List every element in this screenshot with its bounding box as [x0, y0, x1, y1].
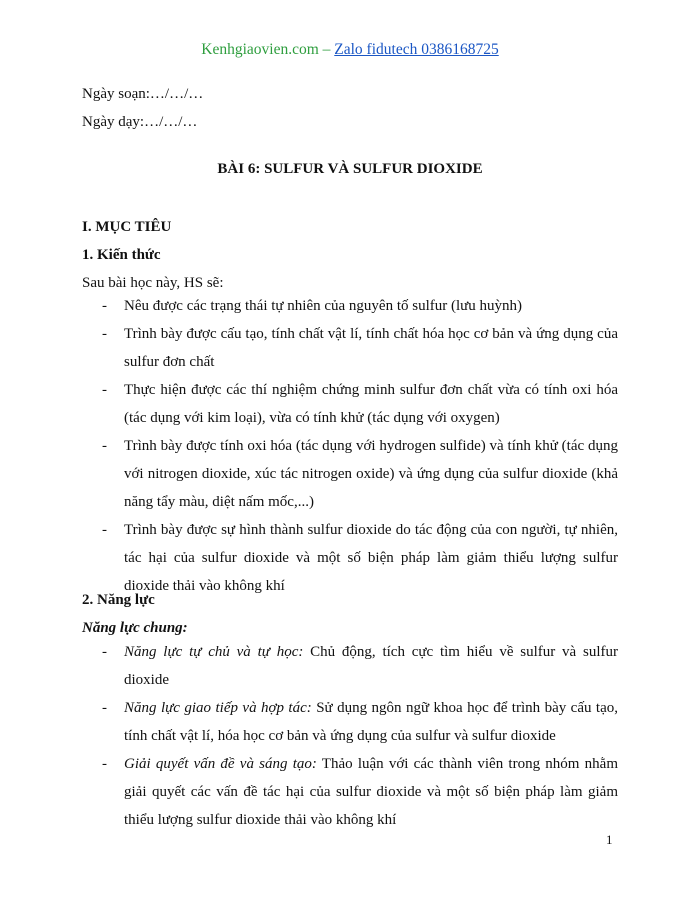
page-number: 1	[606, 832, 613, 847]
dash-bullet: -	[102, 700, 107, 716]
contact-link[interactable]: Zalo fidutech 0386168725	[334, 41, 499, 58]
dash-bullet: -	[102, 644, 107, 660]
subheading-knowledge: 1. Kiến thức	[82, 247, 161, 263]
competency-text: Sử dụng ngôn ngữ khoa học để trình bày cấu tạo, tính chất vật lí, hóa học cơ bản và ứng dụng của sulfur và sulfur dioxide	[124, 700, 618, 744]
section-heading-objectives: I. MỤC TIÊU	[82, 219, 172, 235]
list-item	[82, 320, 618, 376]
preparation-date: Ngày soạn:…/…/…	[82, 86, 204, 102]
competency-list	[82, 638, 618, 834]
competency-text: Chủ động, tích cực tìm hiểu về sulfur và sulfur dioxide	[124, 644, 618, 688]
lesson-title: BÀI 6: SULFUR VÀ SULFUR DIOXIDE	[217, 161, 483, 177]
dash-bullet: -	[102, 298, 107, 314]
teaching-date: Ngày dạy:…/…/…	[82, 114, 198, 130]
header-separator: –	[318, 41, 335, 58]
site-name: Kenhgiaovien.com	[201, 41, 319, 58]
dash-bullet: -	[102, 438, 107, 454]
dash-bullet: -	[102, 326, 107, 342]
list-item	[82, 638, 618, 694]
list-item	[82, 292, 618, 320]
dash-bullet: -	[102, 382, 107, 398]
list-item	[82, 376, 618, 432]
competency-text: Thảo luận với các thành viên trong nhóm nhằm giải quyết các vấn đề tác hại của sulfur dioxide và một số biện pháp làm giảm thiểu lượng sulfur dioxide thải vào không khí	[124, 756, 618, 828]
competency-label: Năng lực tự chủ và tự học:	[124, 644, 304, 660]
knowledge-list	[82, 292, 618, 600]
list-item	[82, 694, 618, 750]
subheading-competency: 2. Năng lực	[82, 592, 155, 608]
subheading-general-competency: Năng lực chung:	[82, 620, 188, 636]
competency-intro	[82, 586, 188, 642]
list-item	[82, 432, 618, 516]
date-block	[82, 80, 203, 136]
dash-bullet: -	[102, 522, 107, 538]
list-item-text: Trình bày được tính oxi hóa (tác dụng với hydrogen sulfide) và tính khử (tác dụng với nitrogen dioxide, xúc tác nitrogen oxide) và ứng dụng của sulfur dioxide (khả năng tẩy màu, diệt nấm mốc,...)	[124, 438, 618, 510]
competency-label: Năng lực giao tiếp và hợp tác:	[124, 700, 312, 716]
list-item-text: Thực hiện được các thí nghiệm chứng minh sulfur đơn chất vừa có tính oxi hóa (tác dụng với kim loại), vừa có tính khử (tác dụng với oxygen)	[124, 382, 618, 426]
competency-label: Giải quyết vấn đề và sáng tạo:	[124, 756, 317, 772]
list-item	[82, 750, 618, 834]
intro-text: Sau bài học này, HS sẽ:	[82, 275, 224, 291]
list-item-text: Trình bày được cấu tạo, tính chất vật lí, tính chất hóa học cơ bản và ứng dụng của sulfur đơn chất	[124, 326, 618, 370]
list-item-text: Nêu được các trạng thái tự nhiên của nguyên tố sulfur (lưu huỳnh)	[124, 298, 523, 314]
dash-bullet: -	[102, 756, 107, 772]
list-item-text: Trình bày được sự hình thành sulfur dioxide do tác động của con người, tự nhiên, tác hại của sulfur dioxide và một số biện pháp làm giảm thiểu lượng sulfur dioxide thải vào không khí	[124, 522, 618, 594]
page-header	[0, 41, 700, 59]
objectives-intro	[82, 213, 224, 297]
